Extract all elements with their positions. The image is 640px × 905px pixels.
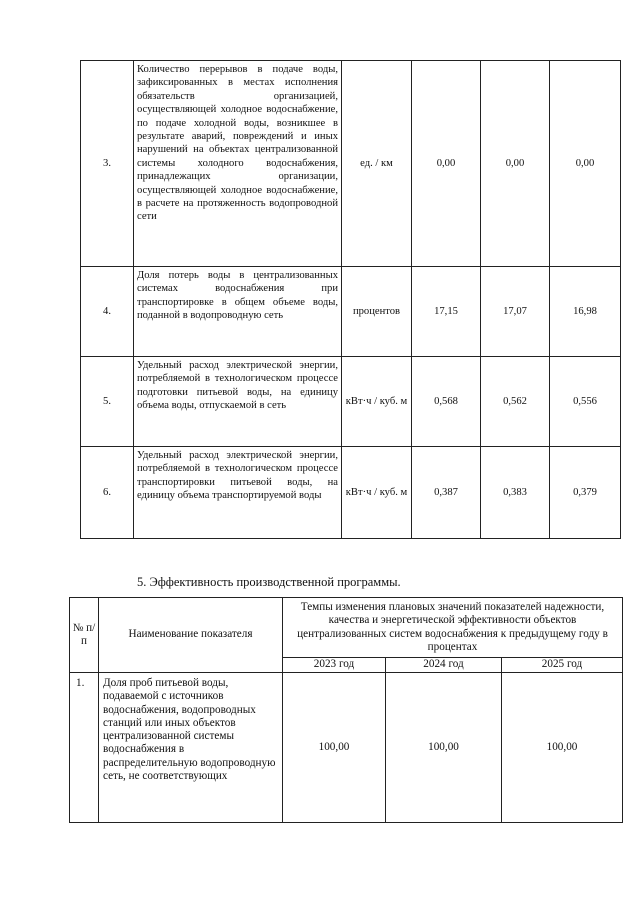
indicator-name: Удельный расход электрической энергии, потребляемой в технологическом процессе подготовки питьевой воды, на единицу объема воды, отпускаемой в сеть [134, 357, 342, 447]
value-2024: 0,562 [481, 357, 550, 447]
unit: процентов [342, 267, 412, 357]
value-2024: 0,00 [481, 61, 550, 267]
value-2023: 17,15 [412, 267, 481, 357]
value-2023: 100,00 [283, 673, 386, 823]
value-2025: 100,00 [502, 673, 623, 823]
indicator-name: Доля потерь воды в централизованных системах водоснабжения при транспортировке в общем объеме воды, поданной в водопроводную сеть [134, 267, 342, 357]
unit: кВт·ч / куб. м [342, 447, 412, 539]
efficiency-table [69, 597, 623, 823]
value-2023: 0,568 [412, 357, 481, 447]
table-row [81, 447, 621, 539]
section-heading: 5. Эффективность производственной программы. [137, 575, 401, 589]
value-2025: 0,00 [550, 61, 621, 267]
table-row [81, 357, 621, 447]
table-header-row [70, 598, 623, 658]
value-2023: 0,387 [412, 447, 481, 539]
indicator-name: Удельный расход электрической энергии, потребляемой в технологическом процессе транспортировки питьевой воды, на единицу объема транспортируемой воды [134, 447, 342, 539]
unit: кВт·ч / куб. м [342, 357, 412, 447]
indicator-name: Доля проб питьевой воды, подаваемой с источников водоснабжения, водопроводных станций или иных объектов централизованной системы водоснабжения в распределительную водопроводную сеть, не соответствующих [99, 673, 283, 823]
table-row [70, 673, 623, 823]
unit: ед. / км [342, 61, 412, 267]
column-header-name: Наименование показателя [99, 598, 283, 673]
indicator-name: Количество перерывов в подаче воды, зафиксированных в местах исполнения обязательств организацией, осуществляющей холодное водоснабжение, по подаче холодной воды, возникшее в результате аварий, повреждений и иных нарушений на объектах централизованной системы холодного водоснабжения, принадлежащих организации, осуществляющей холодное водоснабжение, в расчете на протяженность водопроводной сети [134, 61, 342, 267]
value-2024: 100,00 [386, 673, 502, 823]
column-header-group: Темпы изменения плановых значений показателей надежности, качества и энергетической эффективности объектов централизованных систем водоснабжения к предыдущему году в процентах [283, 598, 623, 658]
value-2025: 0,556 [550, 357, 621, 447]
row-number: 5. [81, 357, 134, 447]
value-2023: 0,00 [412, 61, 481, 267]
row-number: 4. [81, 267, 134, 357]
value-2024: 17,07 [481, 267, 550, 357]
row-number: 6. [81, 447, 134, 539]
indicators-table-continued [80, 60, 621, 539]
value-2025: 0,379 [550, 447, 621, 539]
column-header-2023: 2023 год [283, 658, 386, 673]
row-number: 1. [70, 673, 99, 823]
value-2025: 16,98 [550, 267, 621, 357]
value-2024: 0,383 [481, 447, 550, 539]
row-number: 3. [81, 61, 134, 267]
column-header-2024: 2024 год [386, 658, 502, 673]
column-header-number: № п/п [70, 598, 99, 673]
column-header-2025: 2025 год [502, 658, 623, 673]
table-row [81, 61, 621, 267]
table-row [81, 267, 621, 357]
